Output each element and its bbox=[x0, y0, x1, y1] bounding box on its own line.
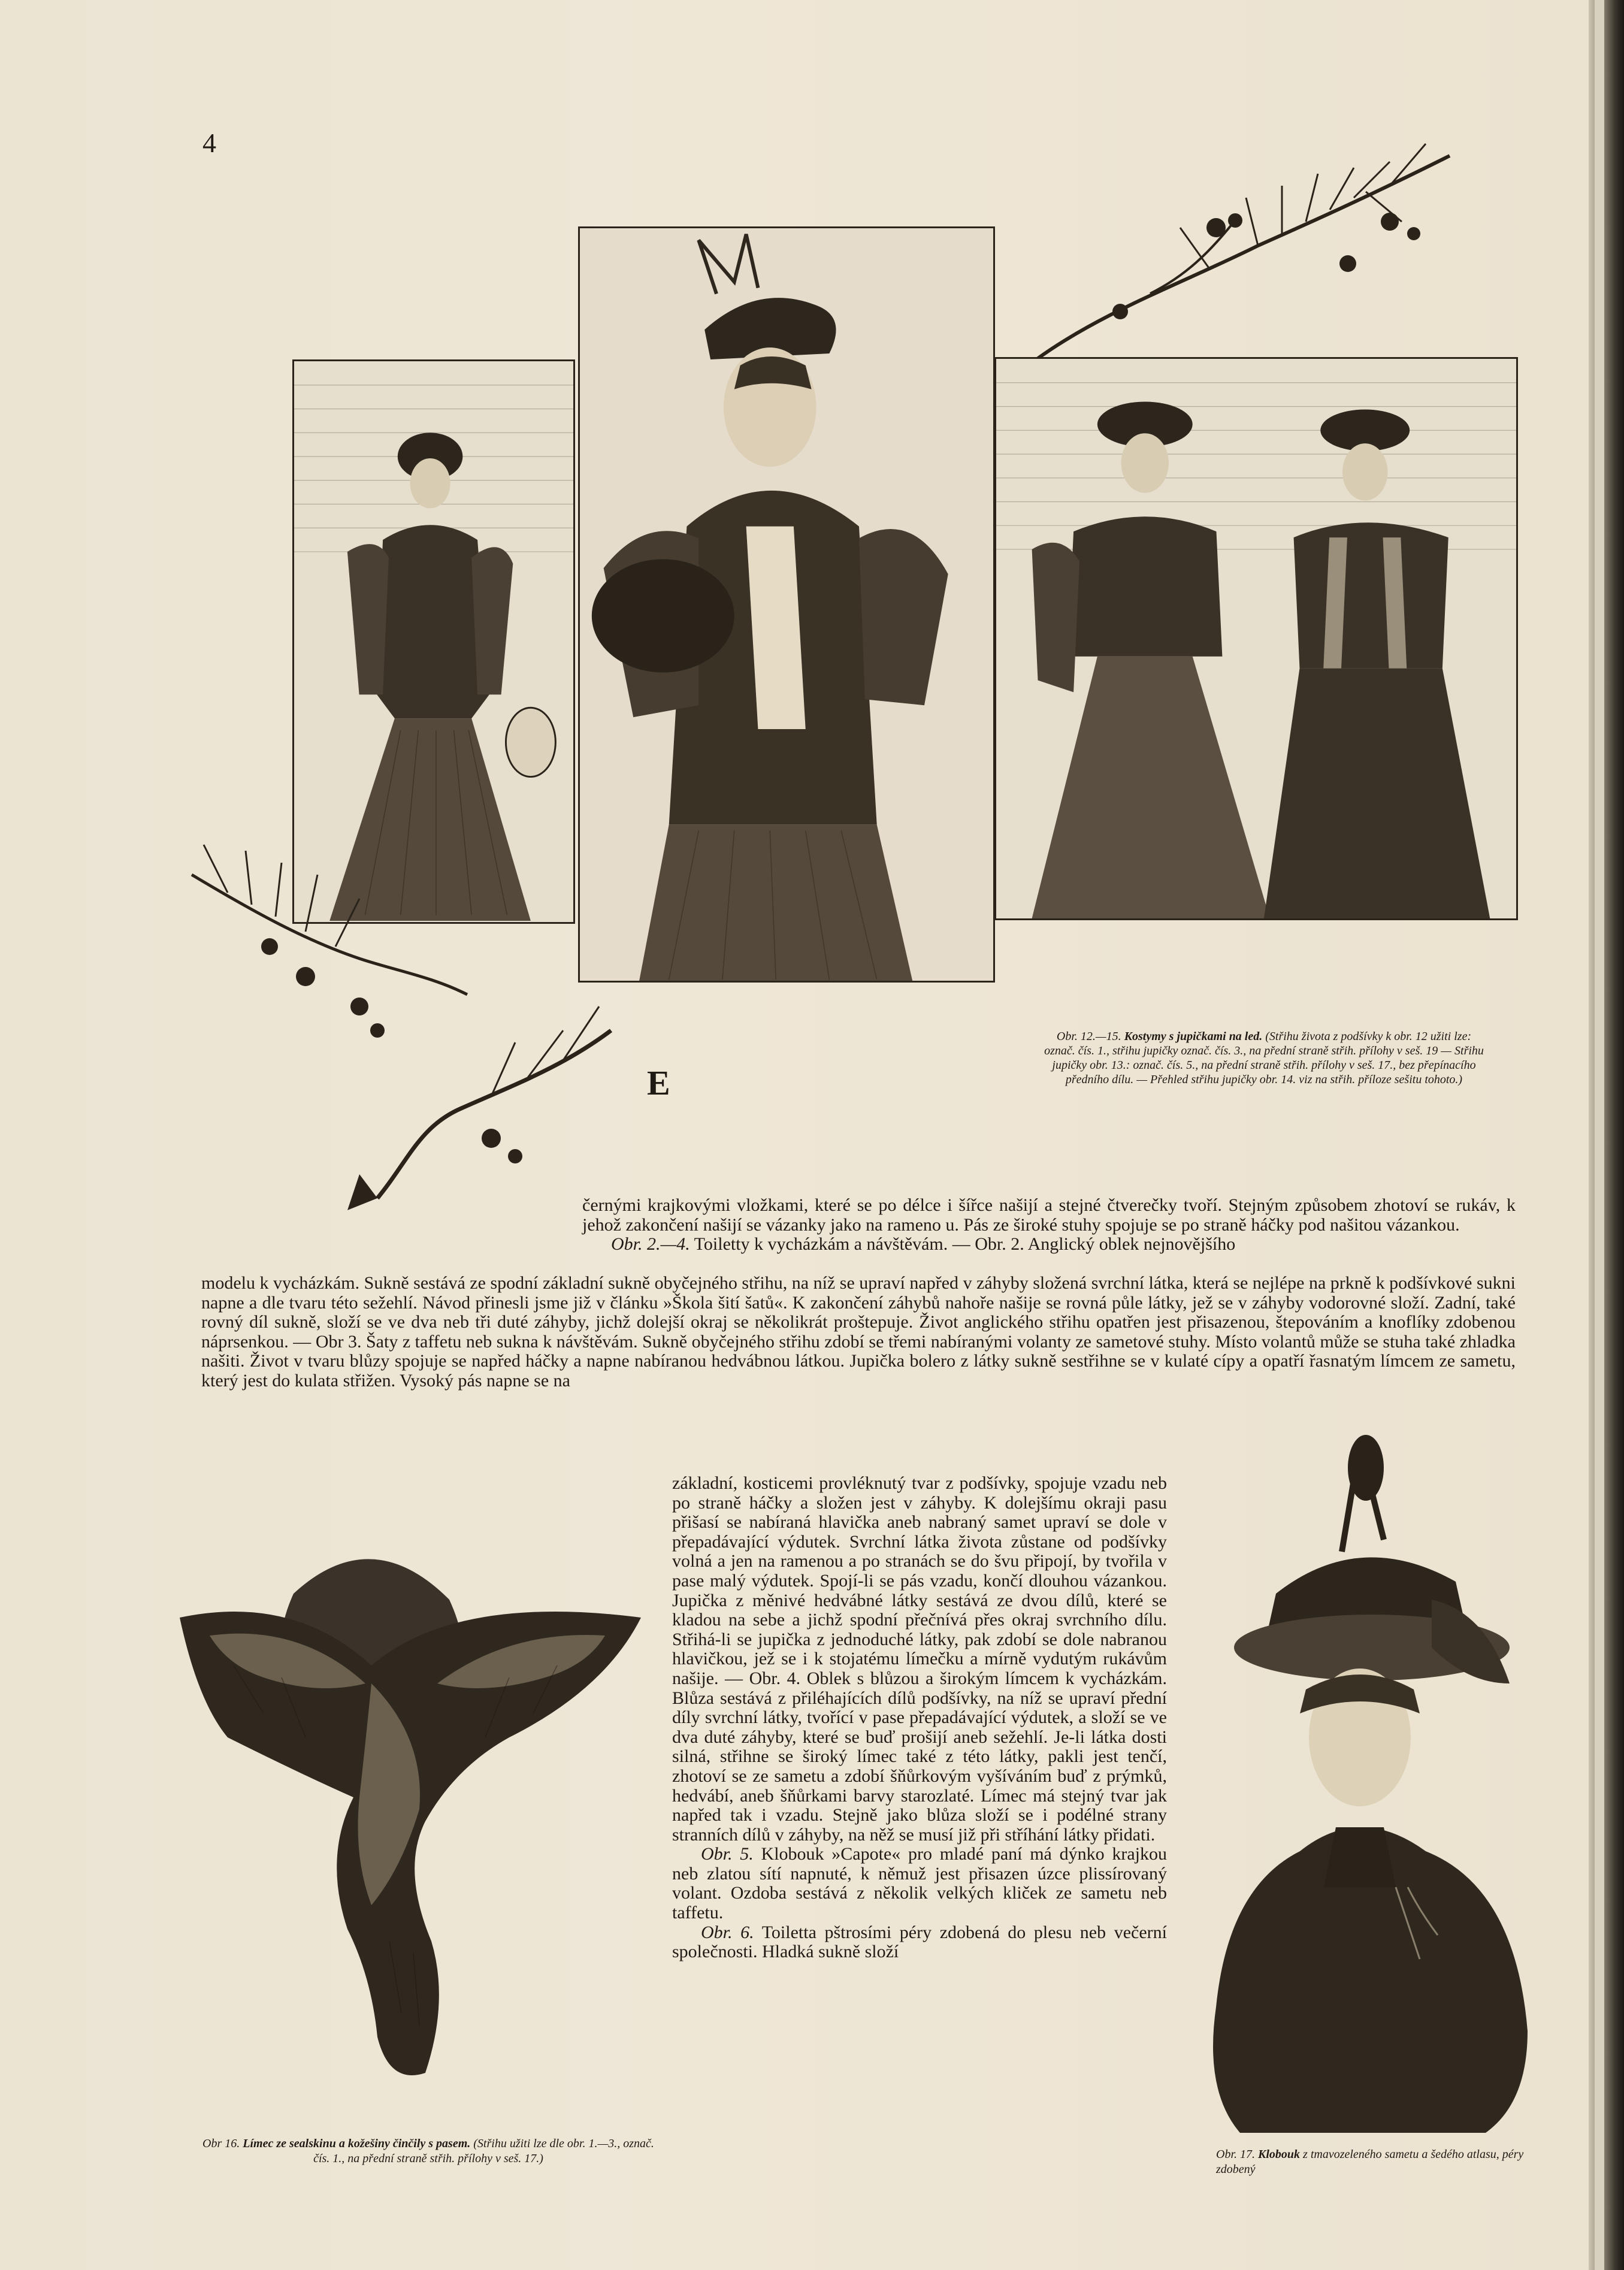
hat-illustration bbox=[1204, 1432, 1540, 2133]
figure-panel-right bbox=[994, 357, 1518, 920]
main-caption-body: (Střihu života z podšívky k obr. 12 užiti lze: označ. čís. 1., střihu jupičky označ. čís. 3., na přední straně střih. přílohy v seš. 19 — Střihu jupičky obr. 13.: označ. čís. 5., na přední straně střih. přílohy v seš. 17., bez přepínacího předního dílu. — Přehled střihu jupičky obr. 14. viz na střih. příloze sešitu tohoto.) bbox=[1044, 1030, 1484, 1086]
paragraph-top bbox=[582, 1196, 1516, 1255]
collar-caption-title: Límec ze sealskinu a kožešiny činčily s pasem. bbox=[243, 2137, 471, 2150]
hat-caption-body: z tmavozeleného sametu a šedého atlasu, péry zdobený bbox=[1216, 2148, 1524, 2176]
main-figure-caption bbox=[1042, 1029, 1486, 1087]
paragraph-top-text: černými krajkovými vložkami, které se po délce i šířce našijí a stejné čtverečky tvoří. Stejným způsobem zhotoví se rukáv, k jehož zakončení našijí se vázanky jako na rameno u. Pás ze široké stuhy spojuje se po straně háčky pod našitou vázankou. bbox=[582, 1195, 1516, 1235]
obr24-label: Obr. 2.—4. bbox=[611, 1234, 690, 1255]
fur-collar-illustration bbox=[174, 1486, 647, 2097]
page-edge-highlight bbox=[1595, 0, 1604, 2270]
hat-caption bbox=[1216, 2147, 1528, 2177]
obr6-text: Toiletta pštrosími péry zdobená do plesu neb večerní společnosti. Hladká sukně složí bbox=[672, 1922, 1168, 1962]
paragraph-wide-text: modelu k vycházkám. Sukně sestává ze spodní základní sukně obyčejného střihu, na níž se upraví napřed v záhyby složená svrchní látka, která se nejlépe na prkně k podšívkové sukni napne a dle tvaru této sežehlí. Návod přinesli jsme již v článku »Škola šití šatů«. K zakončení záhybů nahoře našije se rovná půle látky, jež se v záhyby vodorovné složí. Zadní, také rovný díl sukně, složí se ve dva neb tři duté záhyby, jichž dolejší okraj se několikrát proštepuje. Život anglického střihu opatřen jest přisazenou, štepováním a knoflíky zdobenou náprsenkou. — Obr 3. Šaty z taffetu neb sukna k návštěvám. Sukně obyčejného střihu zdobí se třemi nabíranými volanty ze sametové stuhy. Místo volantů může se stuha také zhladka našiti. Život v tvaru blůzy spojuje se napřed háčky a napne nabíranou hedvábnou látkou. Jupička bolero z látky sukně sestřihne se v kulaté cípy a opatří řasnatým límcem ze sametu, který jest do kulata střižen. Vysoký pás napne se na bbox=[201, 1273, 1516, 1391]
page-binding-edge bbox=[1589, 0, 1624, 2270]
obr6-label: Obr. 6. bbox=[701, 1922, 754, 1942]
figure-panel-center bbox=[578, 226, 995, 983]
main-caption-title: Kostymy s jupičkami na led. bbox=[1124, 1030, 1263, 1043]
collar-caption-prefix: Obr 16. bbox=[202, 2137, 240, 2150]
paragraph-narrow-text: základní, kosticemi provléknutý tvar z podšívky, spojuje vzadu neb po straně háčky a složen jest v záhyby. K dolejšímu okraji pasu přišasí se nabíraná hlavička aneb nabraný samet upraví se dole v přepadávající výdutek. Svrchní látka života zůstane od podšívky volná a jen na ramenou a po stranách se do švu připojí, by tvořila v pase malý výdutek. Spojí-li se pás vzadu, končí dlouhou vázankou. Jupička z měnivé hedvábné látky sestává ze dvou dílů, které se kladou na sebe a jichž spodní přečnívá přes okraj svrchního dílu. Střihá-li se jupička z jednoduché látky, pak zdobí se dole nabranou hlavičkou, jež se i k stojatému límečku a mírně vydutým rukávům našije. — Obr. 4. Oblek s blůzou a širokým límcem k vycházkám. Blůza sestává z přiléhajících dílů podšívky, na níž se upraví přední díly svrchní látky, tvořící v pase přepadávající výdutek, a složí se ve dva duté záhyby, které se buď prošijí aneb sežehlí. Je-li látka dosti silná, střihne se široký límec také z této látky, pakli jest tenčí, zhotoví se ze sametu a zdobí šňůrkovým vyšíváním buď z prýmků, hedvábí, aneb šňůrkami barvy starozlaté. Límec má stejný tvar jak napřed tak i vzadu. Stejně jako blůza složí se i podélné strany stranních dílů v záhyby, na něž se musí již při stříhání látky přidati. bbox=[672, 1473, 1167, 1845]
pine-branch-top-icon bbox=[1030, 132, 1462, 371]
obr24-text: Toiletty k vycházkám a návštěvám. — Obr. 2. Anglický oblek nejnovějšího bbox=[694, 1234, 1236, 1255]
paragraph-wide bbox=[201, 1274, 1516, 1391]
engraver-monogram: E bbox=[647, 1063, 670, 1102]
hat-caption-prefix: Obr. 17. bbox=[1216, 2148, 1256, 2161]
paragraph-narrow bbox=[672, 1474, 1167, 1962]
obr5-label: Obr. 5. bbox=[701, 1844, 754, 1864]
hat-caption-title: Klobouk bbox=[1258, 2148, 1301, 2161]
main-caption-prefix: Obr. 12.—15. bbox=[1056, 1030, 1121, 1043]
page-number: 4 bbox=[202, 128, 216, 158]
collar-caption bbox=[201, 2136, 656, 2166]
pine-branch-left-icon bbox=[180, 695, 623, 1210]
obr5-text: Klobouk »Capote« pro mladé paní má dýnko krajkou neb zlatou sítí napnuté, k němuž jest přisazen úzce plissírovaný volant. Ozdoba sestává z několik velkých kliček ze sametu neb taffetu. bbox=[672, 1844, 1168, 1923]
collar-caption-body: (Střihu užiti lze dle obr. 1.—3., označ. čís. 1., na přední straně střih. přílohy v seš. 17.) bbox=[313, 2137, 654, 2165]
